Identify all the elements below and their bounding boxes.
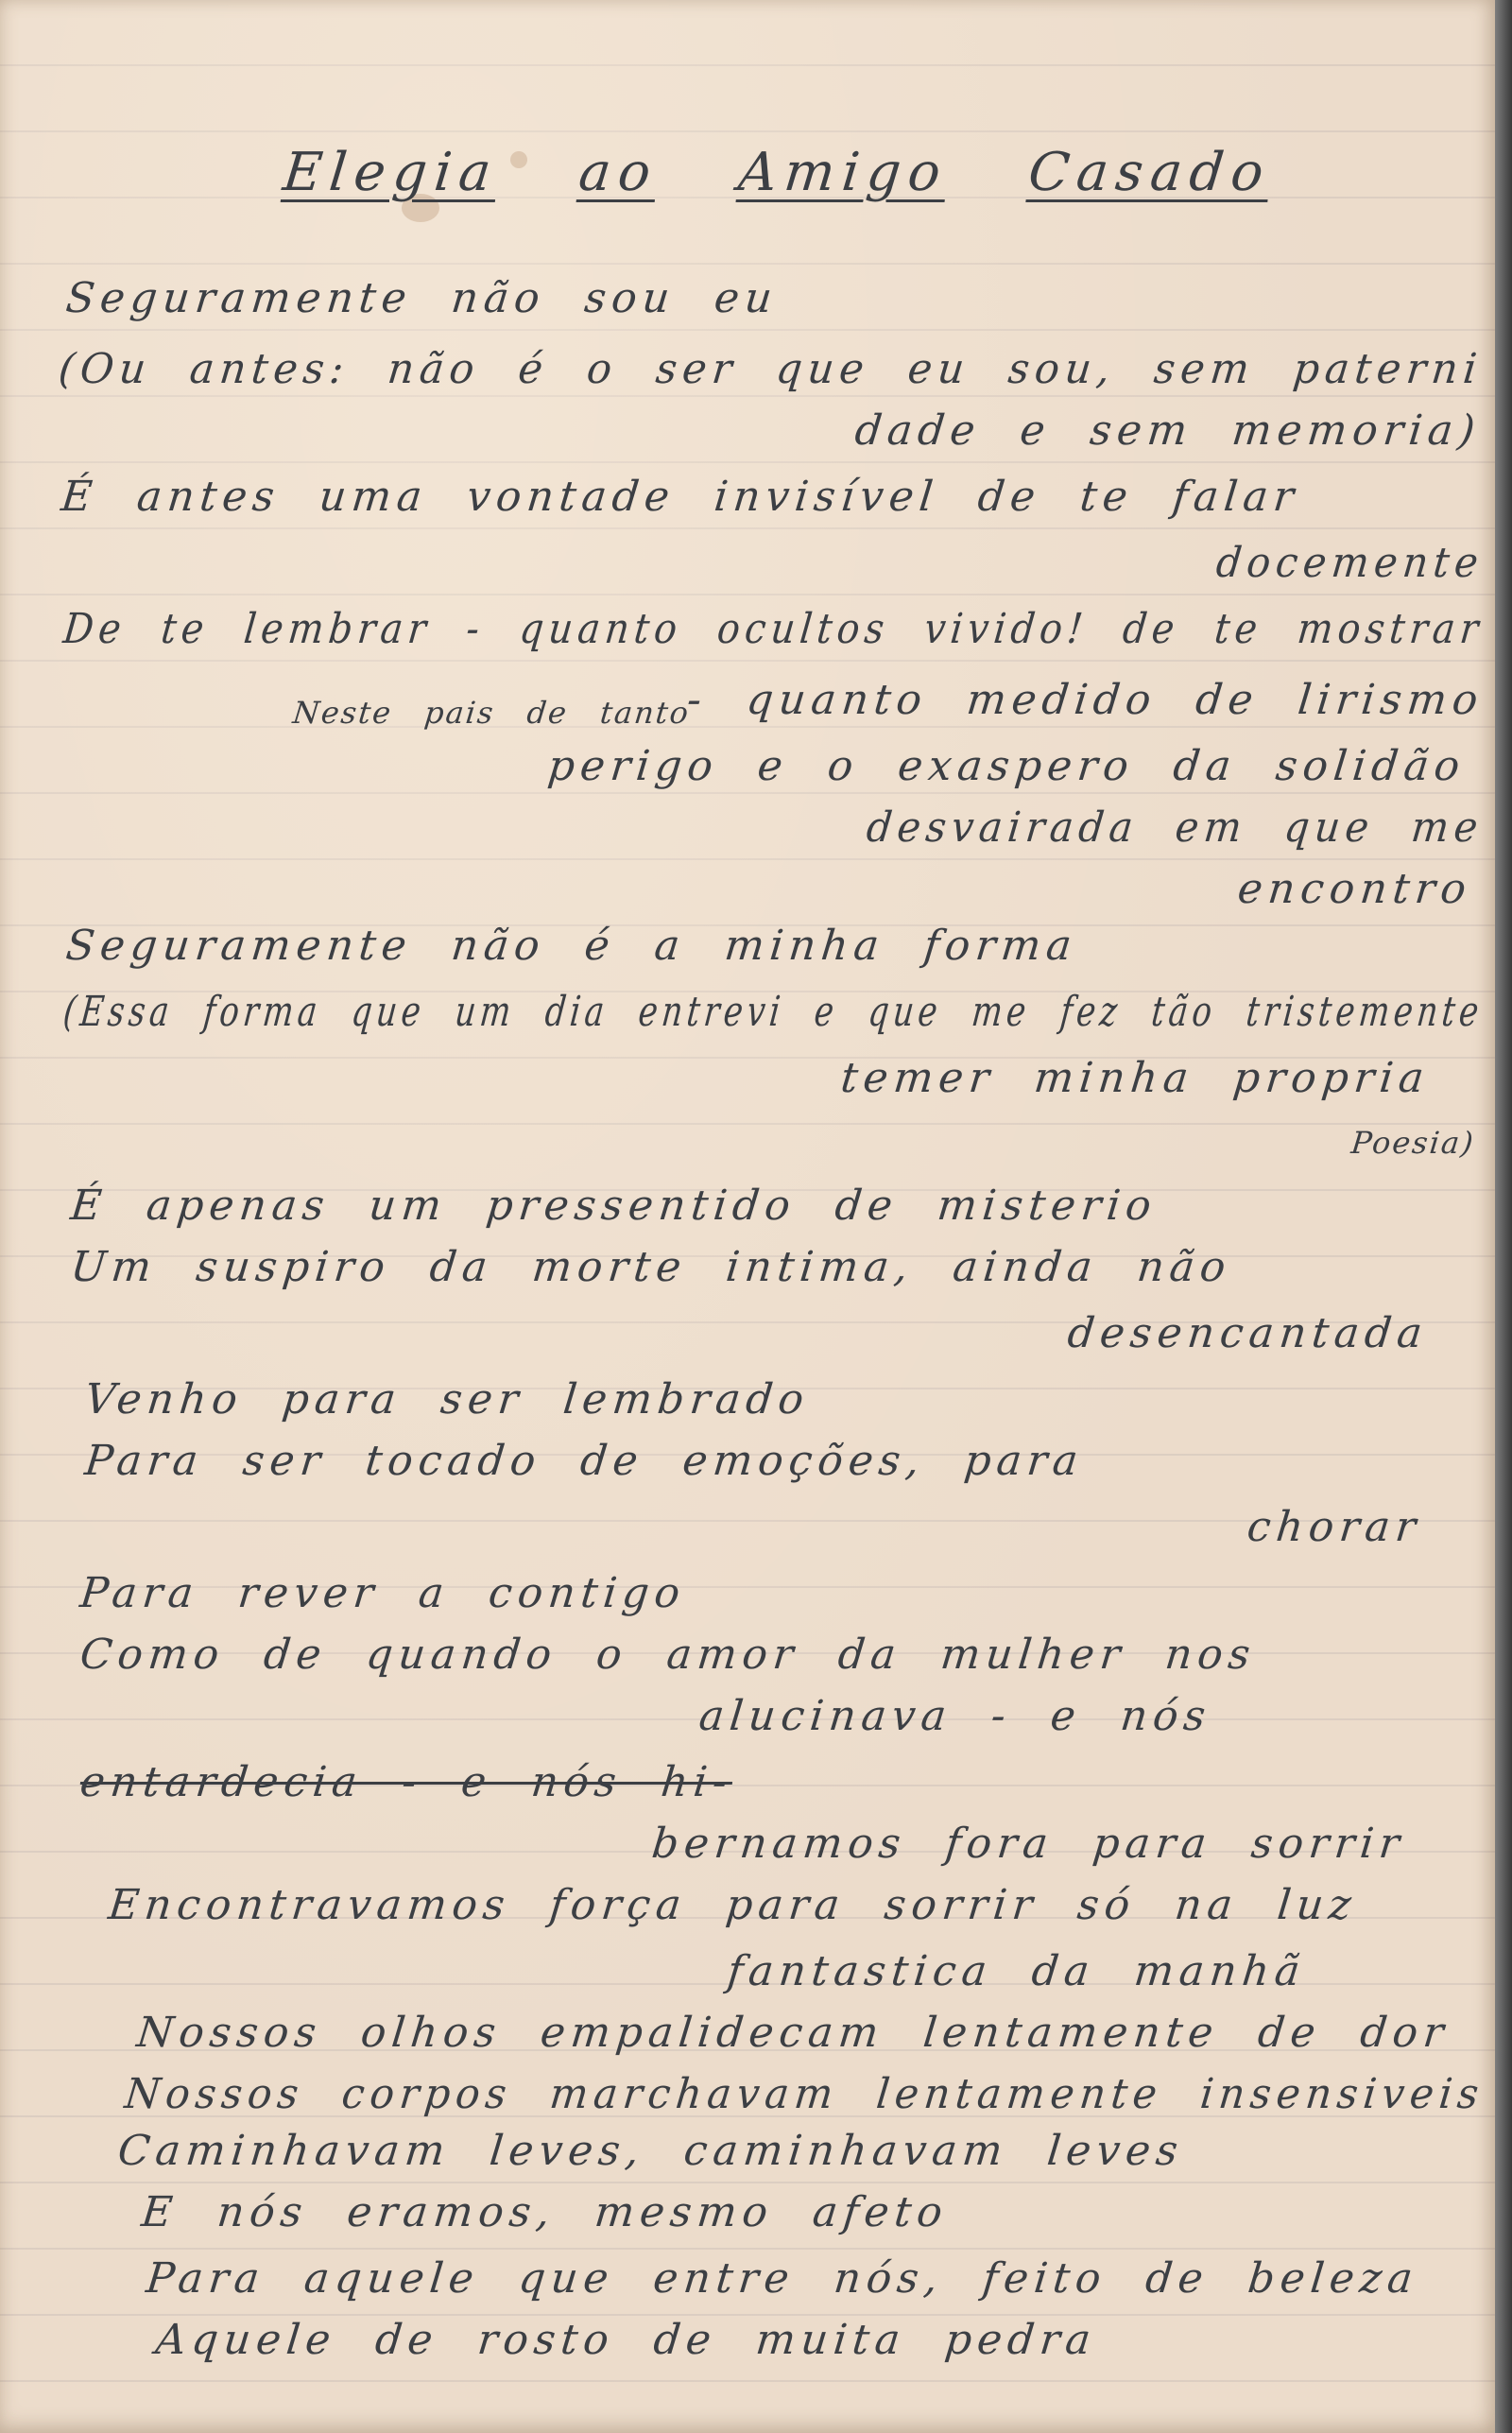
poem-line: Encontravamos força para sorrir só na luz [106,1881,1360,1929]
poem-line: dade e sem memoria) [852,406,1484,455]
poem-line: É apenas um pressentido de misterio [68,1182,1160,1230]
poem-line: - quanto medido de lirismo [684,676,1486,724]
poem-line: Para ser tocado de emoções, para [82,1437,1086,1485]
poem-title [281,142,1274,203]
page-edge [1495,0,1512,2433]
poem-line: bernamos fora para sorrir [649,1820,1408,1868]
struck-line: entardecia - e nós hi- [77,1758,735,1806]
poem-line: Seguramente não é a minha forma [63,922,1080,970]
poem-line: Aquele de rosto de muita pedra [153,2316,1099,2364]
poem-line: De te lembrar - quanto ocultos vivido! de te mostrar [60,605,1486,653]
poem-line: desencantada [1065,1309,1431,1357]
poem-line: fantastica da manhã [725,1947,1308,1995]
poem-line: Poesia) [1349,1125,1477,1161]
poem-line: E nós eramos, mesmo afeto [139,2188,951,2236]
title-word: Elegia [280,142,502,203]
poem-line: Venho para ser lembrado [82,1375,812,1424]
poem-line: temer minha propria [838,1054,1433,1102]
poem-line: Um suspiro da morte intima, ainda não [68,1243,1234,1291]
title-word: Amigo [735,142,952,203]
poem-line: Nossos corpos marchavam lentamente insensiveis [122,2070,1486,2118]
poem-line: Nossos olhos empalidecam lentamente de dor [134,2009,1452,2057]
poem-line: encontro [1235,865,1474,913]
poem-line: (Ou antes: não é o ser que eu sou, sem paterni [56,345,1485,393]
poem-line: Seguramente não sou eu [63,274,781,322]
title-word: Casado [1025,142,1274,203]
poem-line: Como de quando o amor da mulher nos [77,1631,1259,1679]
poem-line: chorar [1245,1503,1424,1551]
poem-line: desvairada em que me [864,803,1486,852]
poem-line: alucinava - e nós [696,1692,1213,1740]
poem-line: É antes uma vontade invisível de te falar [59,473,1302,521]
title-word: ao [576,142,662,203]
poem-line: Para aquele que entre nós, feito de beleza [144,2254,1421,2303]
poem-line: perigo e o exaspero da solidão [545,742,1469,790]
poem-line: docemente [1213,539,1486,587]
poem-line: Para rever a contigo [77,1569,688,1617]
poem-line: (Essa forma que um dia entrevi e que me fez tão tristemente [60,988,1486,1036]
interlinear-insertion: Neste pais de tanto [291,695,692,731]
poem-line: Caminhavam leves, caminhavam leves [115,2127,1186,2175]
